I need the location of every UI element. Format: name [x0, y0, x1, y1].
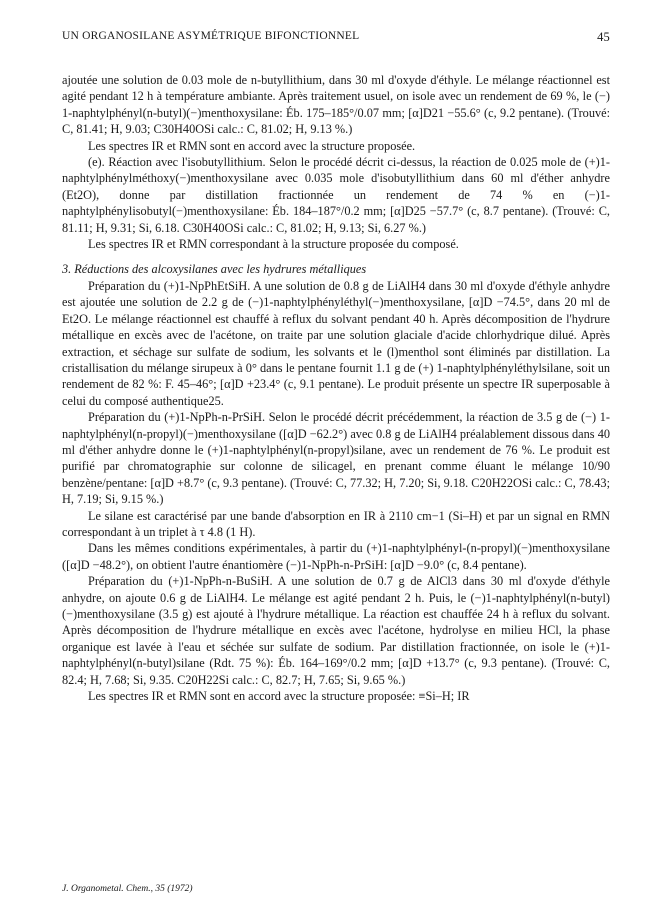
page-number: 45 — [597, 30, 610, 44]
paragraph-prep-np-ph-et-sih: Préparation du (+)1-NpPhEtSiH. A une solution de 0.8 g de LiAlH4 dans 30 ml d'oxyde d'éthyle anhydre est ajoutée une solution de 2.2 g de (−)1-naphtylphényléthyl(−)menthoxysilane, [α]D −74.5°, dans 20 ml de Et2O. Le mélange réactionnel est chauffé à reflux du solvant pendant 40 h. Après décomposition de l'hydrure métallique en excès avec de l'acétone, on traite par une solution glaciale d'acide chlorhydrique dilué. Après extraction, et séchage sur sulfate de sodium, les solvants et le (l)menthol sont éliminés par distillation. La cristallisation du mélange sirupeux à 0° dans le pentane fournit 1.1 g de (+) 1-naphtylphényléthylsilane, soit un rendement de 82 %: F. 45–46°; [α]D +23.4° (c, 9.1 pentane). Le produit présente un spectre IR superposable à celui du composé authentique25. — [62, 278, 610, 408]
paragraph-isobutyl-reaction: (e). Réaction avec l'isobutyllithium. Selon le procédé décrit ci-dessus, la réaction de 0.025 mole de (+)1-naphtylphénylméthoxy(−)menthoxysilane avec 0.035 mole d'isobutyllithium dans 60 ml d'éther anhydre (Et2O), donne par distillation fractionnée un rendement de 74 % en (−)1-naphtylphénylisobutyl(−)menthoxysilane: Éb. 184–187°/0.2 mm; [α]D25 −57.7° (c, 8.7 pentane). (Trouvé: C, 81.11; H, 9.31; Si, 6.18. C30H40OSi calc.: C, 81.02; H, 9.13; Si, 6.27 %.) — [62, 155, 610, 235]
running-header — [62, 30, 610, 48]
paragraph-prep-np-ph-n-bu-sih: Préparation du (+)1-NpPh-n-BuSiH. A une solution de 0.7 g de AlCl3 dans 30 ml d'oxyde d'éthyle anhydre, on ajoute 0.6 g de LiAlH4. Le mélange est agité pendant 2 h. Puis, le (−)1-naphtylphényl(n-butyl)(−)menthoxysilane (3.5 g) est ajouté à l'hydrure métallique. La réaction est chauffée 24 h à reflux du solvant. Après décomposition de l'hydrure métallique en excès avec l'acétone, hydrolyse en milieu HCl, la phase organique est lavée à l'eau et séchée sur sulfate de sodium. Par distillation fractionnée, on isole le (+)1-naphtylphényl(n-butyl)silane (Rdt. 75 %): Éb. 164–169°/0.2 mm; [α]D +13.7° (c, 9.3 pentane). (Trouvé: C, 82.4; H, 7.68; Si, 9.35. C20H22Si calc.: C, 82.7; H, 7.65; Si, 9.65 %.) — [62, 574, 610, 687]
paragraph-silane-ir: Le silane est caractérisé par une bande d'absorption en IR à 2110 cm−1 (Si–H) et par un signal en RMN correspondant à un triplet à τ 4.8 (1 H). — [62, 508, 610, 539]
paragraph-ir-rmn-2: Les spectres IR et RMN correspondant à la structure proposée du composé. — [88, 237, 459, 252]
running-title: UN ORGANOSILANE ASYMÉTRIQUE BIFONCTIONNEL — [62, 30, 360, 42]
body-text — [62, 72, 610, 704]
journal-footer: J. Organometal. Chem., 35 (1972) — [62, 884, 193, 894]
paragraph-butyl-continuation: ajoutée une solution de 0.03 mole de n-butyllithium, dans 30 ml d'oxyde d'éthyle. Le mélange réactionnel est agité pendant 12 h à température ambiante. Après traitement usuel, on isole avec un rendement de 69 %, le (−) 1-naphtylphényl(n-butyl)(−)menthoxysilane: Éb. 175–185°/0.07 mm; [α]D21 −55.6° (c, 9.2 pentane). (Trouvé: C, 81.41; H, 9.03; C30H40OSi calc.: C, 81.02; H, 9.13 %.) — [62, 73, 610, 137]
paragraph-prep-np-ph-n-pr-sih: Préparation du (+)1-NpPh-n-PrSiH. Selon le procédé décrit précédemment, la réaction de 3.5 g de (−) 1-naphtylphényl(n-propyl)(−)menthoxysilane ([α]D −62.2°) avec 0.8 g de LiAlH4 préalablement dissous dans 40 ml d'éther anhydre donne le (+)1-naphtylphényl(n-propyl)silane, avec un rendement de 76 %. Le produit est purifié par chromatographie sur colonne de silicagel, en prenant comme éluant le mélange 10/90 benzène/pentane: [α]D +8.7° (c, 9.3 pentane). (Trouvé: C, 77.32; H, 7.20; Si, 9.18. C20H22OSi calc.: C, 78.43; H, 7.19; Si, 9.15 %.) — [62, 410, 610, 507]
section-heading-reductions: 3. Réductions des alcoxysilanes avec les hydrures métalliques — [62, 262, 367, 277]
paragraph-ir-rmn-1: Les spectres IR et RMN sont en accord avec la structure proposée. — [88, 138, 416, 153]
paragraph-ir-rmn-3: Les spectres IR et RMN sont en accord avec la structure proposée: ≡Si–H; IR — [88, 689, 470, 704]
paragraph-other-enantiomer: Dans les mêmes conditions expérimentales, à partir du (+)1-naphtylphényl-(n-propyl)(−)menthoxysilane ([α]D −48.2°), on obtient l'autre énantiomère (−)1-NpPh-n-PrSiH: [α]D −9.0° (c, 8.4 pentane). — [62, 541, 610, 572]
